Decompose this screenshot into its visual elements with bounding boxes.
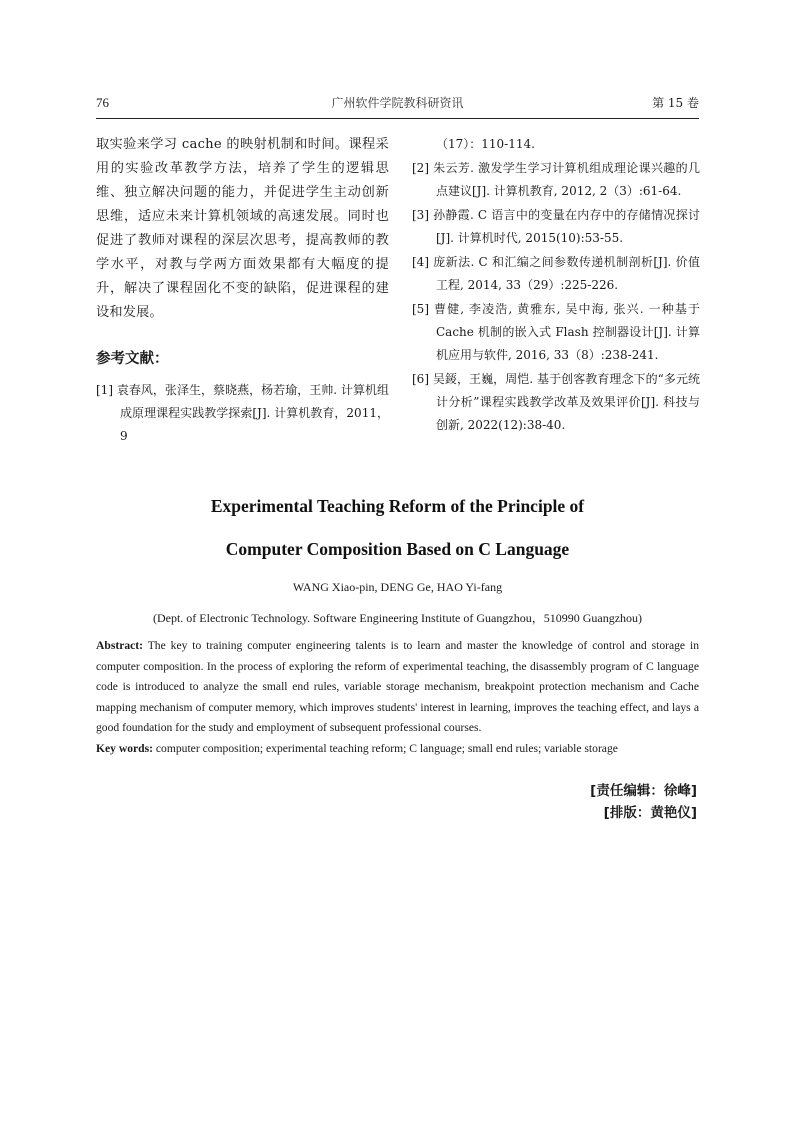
authors: WANG Xiao-pin, DENG Ge, HAO Yi-fang (292, 580, 503, 594)
abstract (96, 636, 699, 739)
page-number: 76 (96, 95, 109, 110)
reference-1-continuation: （17）：110-114. (436, 137, 535, 151)
page-header (96, 96, 699, 119)
affiliation: (Dept. of Electronic Technology. Software Engineering Institute of Guangzhou，510990 Guangzhou) (152, 611, 643, 625)
references-title: 参考文献： (96, 351, 169, 367)
left-column (96, 133, 389, 449)
volume-label: 第 15 卷 (652, 96, 699, 110)
abstract-label: Abstract: (96, 639, 144, 652)
english-title-line-1: Experimental Teaching Reform of the Principle of (210, 496, 585, 516)
keywords-text: computer composition; experimental teaching reform; C language; small end rules; variable storage (155, 742, 618, 755)
reference-item-1: [1] 袁春风，张泽生，蔡晓燕，杨若瑜，王帅. 计算机组成原理课程实践教学探索[J]. 计算机教育，2011，9 (96, 383, 389, 443)
body-paragraph: 取实验来学习 cache 的映射机制和时间。课程采用的实验改革教学方法，培养了学生的逻辑思维、独立解决问题的能力，并促进学生主动创新思维，适应未来计算机领域的高速发展。同时也促进了教师对课程的深层次思考，提高教师的教学水平，对教与学两方面效果都有大幅度的提升，解决了课程固化不变的缺陷，促进课程的建设和发展。 (96, 137, 389, 320)
abstract-text: The key to training computer engineering talents is to learn and master the knowledge of control and storage in computer composition. In the process of exploring the reform of experimental teaching, the disassembly program of C language code is introduced to analyze the small end rules, variable storage mechanism, breakpoint protection mechanism and Cache mapping mechanism of computer memory, which improves students' interest in learning, improves the teaching effect, and lays a good foundation for the study and employment of subsequent professional courses. (96, 639, 699, 735)
editor-credits (590, 780, 697, 824)
keywords-label: Key words: (96, 742, 153, 755)
reference-item-5: [5] 曹健, 李凌浩, 黄雅东, 吴中海, 张兴. 一种基于 Cache 机制的嵌入式 Flash 控制器设计[J]. 计算机应用与软件, 2016, 33（8）:238-241. (412, 302, 700, 362)
keywords (96, 740, 699, 758)
reference-item-6: [6] 吴錽，王巍，周恺. 基于创客教育理念下的“多元统计分析”课程实践教学改革及效果评价[J]. 科技与创新, 2022(12):38-40. (412, 372, 700, 432)
right-column (412, 133, 700, 438)
layout-editor: [排版：黄艳仪] (603, 805, 697, 821)
english-title-line-2: Computer Composition Based on C Language (225, 539, 570, 559)
reference-item-2: [2] 朱云芳. 激发学生学习计算机组成理论课兴趣的几点建议[J]. 计算机教育, 2012, 2（3）:61-64. (412, 161, 700, 198)
journal-name: 广州软件学院教科研资讯 (331, 96, 464, 110)
responsible-editor: [责任编辑：徐峰] (590, 783, 697, 799)
reference-item-3: [3] 孙静霞. C 语言中的变量在内存中的存储情况探讨[J]. 计算机时代, 2015(10):53-55. (412, 208, 700, 245)
reference-item-4: [4] 庞新法. C 和汇编之间参数传递机制剖析[J]. 价值工程, 2014, 33（29）:225-226. (412, 255, 700, 292)
